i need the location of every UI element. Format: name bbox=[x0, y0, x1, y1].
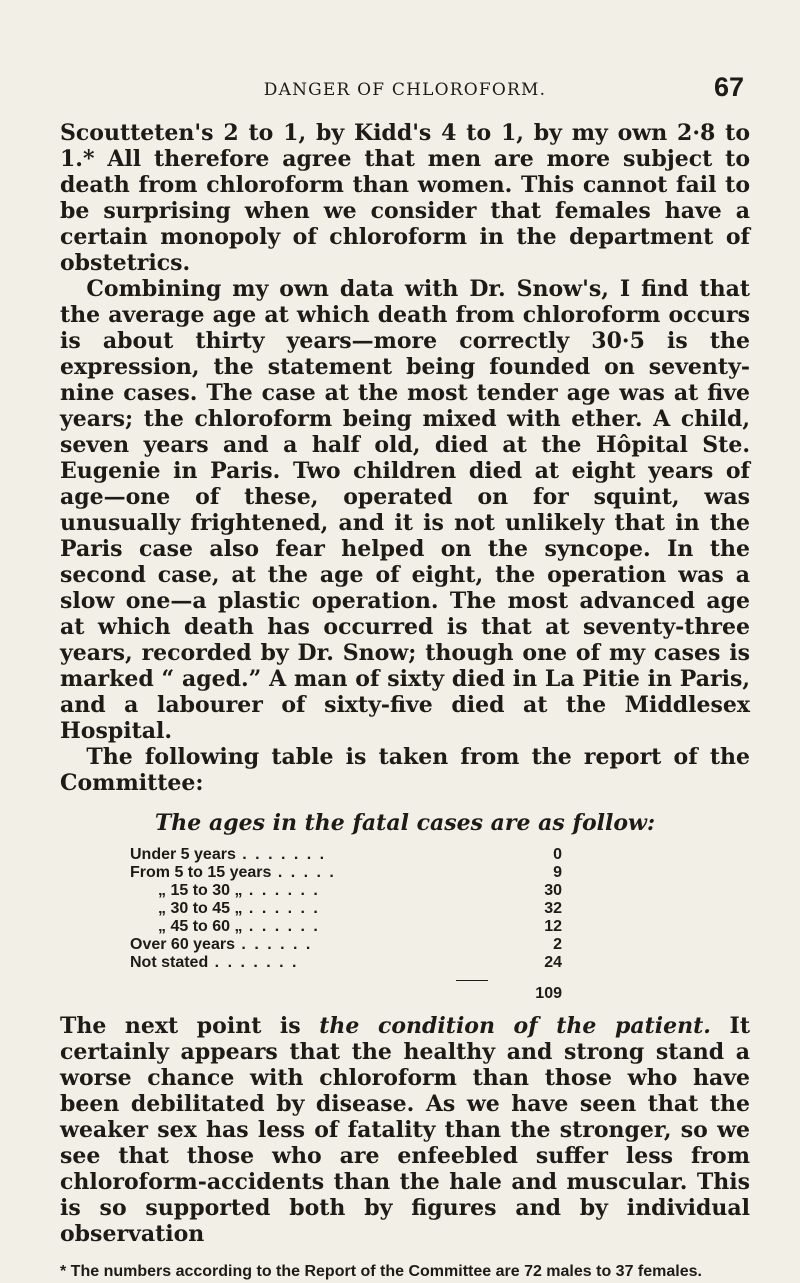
table-row bbox=[130, 900, 562, 918]
total-rule bbox=[456, 980, 488, 981]
main-text bbox=[60, 120, 750, 796]
running-header bbox=[60, 62, 750, 102]
table-row bbox=[130, 918, 562, 936]
age-value: 2 bbox=[553, 936, 562, 953]
running-title: DANGER OF CHLOROFORM. bbox=[263, 80, 547, 100]
paragraph-age-data: Combining my own data with Dr. Snow's, I find that the average age at which death from chloroform occurs is about thirty years—more correctly 30·5 is the expression, the statement being founded on seventy-nine cases. The case at the most tender age was at five years; the chloroform being mixed with ether. A child, seven years and a half old, died at the Hôpital Ste. Eugenie in Paris. Two children died at eight years of age—one of these, operated on for squint, was unusually frightened, and it is not unlikely that in the Paris case also fear helped on the syncope. In the second case, at the age of eight, the operation was a slow one—a plastic operation. The most advanced age at which death has occurred is that at seventy-three years, recorded by Dr. Snow; though one of my cases is marked “ aged.” A man of sixty died in La Pitie in Paris, and a labourer of sixty-five died at the Middlesex Hospital. bbox=[60, 276, 750, 744]
age-value: 32 bbox=[544, 900, 562, 917]
patient-condition-paragraph bbox=[60, 1013, 750, 1247]
footnote: * The numbers according to the Report of the Committee are 72 males to 37 females. bbox=[60, 1263, 702, 1280]
table-row bbox=[130, 846, 562, 864]
age-label: Over 60 years . . . . . . bbox=[130, 936, 313, 953]
age-label: Not stated . . . . . . . bbox=[130, 954, 299, 971]
table-row bbox=[130, 954, 562, 972]
page-number: 67 bbox=[713, 72, 744, 102]
emphasis-condition: the condition of the patient. bbox=[319, 1013, 711, 1039]
age-label: From 5 to 15 years . . . . . bbox=[130, 864, 336, 881]
age-label: „ 30 to 45 „ . . . . . . bbox=[158, 900, 320, 917]
age-label: „ 15 to 30 „ . . . . . . bbox=[158, 882, 320, 899]
age-label: Under 5 years . . . . . . . bbox=[130, 846, 327, 863]
age-value: 9 bbox=[553, 864, 562, 881]
book-page bbox=[60, 0, 750, 1283]
ages-table bbox=[130, 846, 562, 972]
paragraph-sex-comparison: Scoutteten's 2 to 1, by Kidd's 4 to 1, by my own 2·8 to 1.* All therefore agree that men are more subject to death from chloroform than women. This cannot fail to be surprising when we consider that females have a certain monopoly of chloroform in the department of obstetrics. bbox=[60, 120, 750, 276]
table-row bbox=[130, 936, 562, 954]
age-value: 12 bbox=[544, 918, 562, 935]
age-value: 30 bbox=[544, 882, 562, 899]
paragraph-table-intro: The following table is taken from the report of the Committee: bbox=[60, 744, 750, 796]
age-value: 0 bbox=[553, 846, 562, 863]
table-total: 109 bbox=[535, 985, 562, 1002]
age-value: 24 bbox=[544, 954, 562, 971]
table-row bbox=[130, 864, 562, 882]
table-title: The ages in the fatal cases are as follow: bbox=[154, 810, 656, 836]
age-label: „ 45 to 60 „ . . . . . . bbox=[158, 918, 320, 935]
table-row bbox=[130, 882, 562, 900]
paragraph-patient-condition: The next point is the condition of the patient. It certainly appears that the healthy and strong stand a worse chance with chloroform than those who have been debilitated by disease. As we have seen that the weaker sex has less of fatality than the stronger, so we see that those who are enfeebled suffer less from chloroform-accidents than the hale and muscular. This is so supported both by figures and by individual observation bbox=[60, 1013, 750, 1247]
